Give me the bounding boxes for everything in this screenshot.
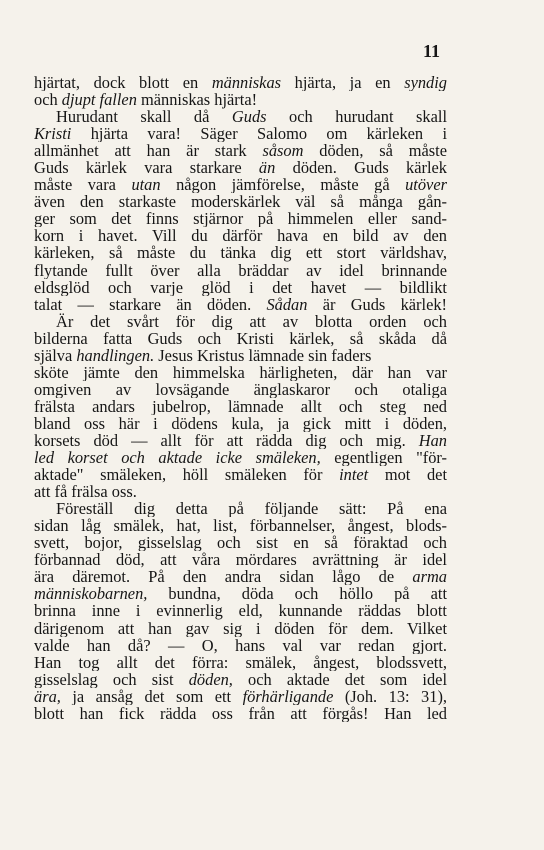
italic-text: Sådan [266, 295, 308, 313]
text-run: människas hjärta! [136, 90, 258, 110]
text-run: kärleken, så måste du tänka dig ett stort världshav, [34, 244, 447, 262]
text-line [34, 262, 447, 279]
text-run: ger som det finns stjärnor på himmelen eller sand- [34, 210, 447, 228]
italic-text: såsom [262, 142, 304, 160]
text-line [34, 568, 447, 585]
text-line [34, 74, 447, 91]
text-run: och hurudant skall [266, 108, 447, 126]
text-run: bundna, döda och höllo på att [147, 585, 447, 603]
text-line [34, 91, 447, 108]
text-run: talat — starkare än döden. [34, 295, 267, 313]
text-run: gisselslag och sist [34, 670, 189, 688]
text-line [34, 381, 447, 398]
text-line [34, 449, 447, 466]
text-line [34, 364, 447, 381]
text-run: (Joh. 13: 31), [333, 687, 447, 705]
text-line [34, 347, 447, 364]
text-line [34, 637, 447, 654]
text-run: aktade" smäleken, höll smäleken för [34, 466, 340, 484]
text-run: måste vara [34, 176, 132, 194]
text-run: döden. Guds kärlek [275, 159, 447, 177]
text-line [34, 244, 447, 261]
body-text [34, 74, 447, 722]
text-run: döden, så måste [303, 142, 447, 160]
text-line [34, 227, 447, 244]
italic-text: Guds [231, 108, 267, 126]
text-line [34, 534, 447, 551]
text-run: Föreställ dig detta på följande sätt: På ena [56, 500, 447, 518]
text-line [34, 330, 447, 347]
text-run: även den starkaste moderskärlek väl så många gån- [34, 193, 447, 211]
text-line [34, 688, 447, 705]
text-line [34, 585, 447, 602]
text-run: brinna inne i evinnerlig eld, kunnande räddas blott [34, 602, 447, 620]
text-run: flytande fullt över alla bräddar av idel brinnande [34, 261, 447, 279]
text-line [34, 125, 447, 142]
text-run: bland oss här i dödens kula, ja gick mitt i döden, [34, 414, 447, 432]
text-run: valde han då? — O, hans val var redan gjort. [34, 636, 447, 654]
italic-text: led korset och aktade icke smäleken, [34, 449, 321, 467]
text-run: därigenom att han gav sig i döden för dem. Vilket [34, 619, 447, 637]
italic-text: utan [131, 176, 161, 194]
text-run: hjärta, ja en [281, 74, 405, 92]
italic-text: förhärligande [242, 687, 334, 705]
text-run: mot det [368, 466, 447, 484]
text-run: korn i havet. Vill du därför hava en bild av den [34, 227, 447, 245]
text-run: hjärta vara! Säger Salomo om kärleken i [71, 125, 447, 143]
text-run: sköte jämte den himmelska härligheten, där han var [34, 363, 447, 381]
text-run: frälsta andars jubelrop, lämnade allt och steg ned [34, 397, 447, 415]
text-run: och aktade det som idel [232, 670, 447, 688]
italic-text: handlingen. [76, 345, 155, 365]
italic-text: Kristi [34, 125, 72, 143]
text-run: egentligen "för- [320, 449, 447, 467]
text-run: Han tog allt det förra: smälek, ångest, blodssvett, [34, 653, 447, 671]
text-run: blott han fick rädda oss från att förgås! Han led [34, 704, 447, 722]
text-run: och [34, 90, 62, 110]
text-line [34, 159, 447, 176]
text-run: allmänhet att han är stark [34, 142, 263, 160]
text-line [34, 279, 447, 296]
text-run: förbannad död, att våra mördares avrättning är idel [34, 551, 447, 569]
italic-text: djupt fallen [61, 90, 137, 110]
text-line [34, 176, 447, 193]
text-run: är Guds kärlek! [307, 295, 447, 313]
text-line [34, 432, 447, 449]
text-line [34, 483, 447, 500]
text-run: korsets död — allt för att rädda dig och mig. [34, 431, 419, 450]
text-run: hjärtat, dock blott en [34, 74, 212, 92]
text-line [34, 415, 447, 432]
italic-text: Han [418, 431, 447, 450]
text-run: bilderna fatta Guds och Kristi kärlek, så skåda då [34, 329, 447, 347]
text-line [34, 193, 447, 210]
text-line [34, 620, 447, 637]
italic-text: än [258, 159, 276, 177]
italic-text: människas [211, 74, 282, 92]
text-run: Är det svårt för dig att av blotta orden och [56, 312, 447, 330]
text-run: eldsglöd och varje glöd i det havet — bildlikt [34, 278, 447, 296]
text-line [34, 142, 447, 159]
text-line [34, 398, 447, 415]
text-line [34, 500, 447, 517]
text-run: Guds kärlek vara starkare [34, 159, 259, 177]
italic-text: intet [339, 466, 369, 484]
italic-text: utöver [405, 176, 447, 194]
text-line [34, 517, 447, 534]
text-run: ja ansåg det som ett [60, 687, 243, 705]
text-run: Jesus Kristus lämnade sin faders [154, 345, 372, 365]
text-run: Hurudant skall då [56, 108, 232, 126]
text-run: att få frälsa oss. [34, 482, 137, 502]
italic-text: människobarnen, [34, 585, 148, 603]
text-line [34, 210, 447, 227]
text-line [34, 108, 447, 125]
italic-text: döden, [188, 670, 233, 688]
italic-text: ära, [34, 687, 61, 705]
text-run: någon jämförelse, måste gå [160, 176, 406, 194]
text-line [34, 466, 447, 483]
text-line [34, 671, 447, 688]
text-line [34, 705, 447, 722]
text-run: sidan låg smälek, hat, list, förbannelser, ångest, blods- [34, 517, 447, 535]
text-run: ära däremot. På den andra sidan lågo de [34, 568, 413, 586]
text-run: svett, bojor, gisselslag och sist en så föraktad och [34, 534, 447, 552]
text-line [34, 602, 447, 619]
text-line [34, 296, 447, 313]
text-line [34, 551, 447, 568]
text-run: själva [34, 345, 77, 365]
italic-text: syndig [404, 74, 447, 92]
text-run: omgiven av lovsägande änglaskaror och otaliga [34, 380, 447, 398]
italic-text: arma [412, 568, 447, 586]
page-number: 11 [422, 41, 440, 61]
text-line [34, 654, 447, 671]
text-line [34, 313, 447, 330]
